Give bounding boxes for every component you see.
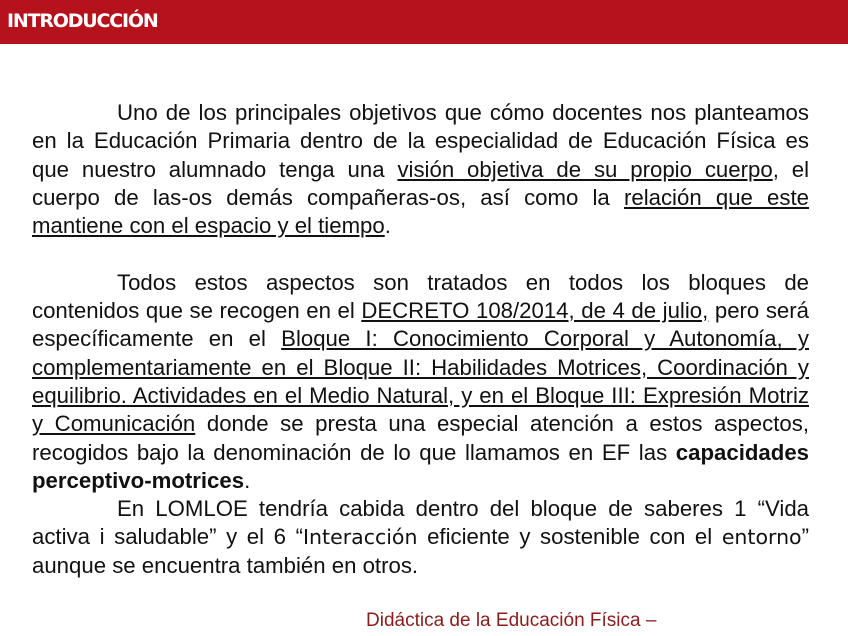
paragraph-text: Interacción xyxy=(303,525,418,550)
paragraph-text: . xyxy=(244,467,251,493)
section-title: INTRODUCCIÓN xyxy=(7,10,158,32)
paragraph-text: entorno xyxy=(721,525,802,550)
footer-text: Didáctica de la Educación Física – xyxy=(366,610,657,631)
paragraph-text: ” aunque se encuentra también en otros. xyxy=(32,524,809,578)
paragraph-spacer xyxy=(32,240,809,268)
content-blocks-reference: Bloque I: Conocimiento Corporal y Autonomía, y complementariamente en el Bloque II: Habilidades Motrices, Coordinación y equilibrio. Actividades en el Medio Natural, y en el Bloque III: Expresión Motriz y Comunicación xyxy=(32,326,809,437)
underlined-phrase: relación que este mantiene con el espacio y el tiempo xyxy=(32,184,809,239)
paragraph-text: Uno de los principales objetivos que cómo docentes nos planteamos en la Educación Primaria dentro de la especialidad de Educación Física es que nuestro alumnado tenga una xyxy=(32,100,809,182)
paragraph-objectives xyxy=(32,99,809,240)
paragraph-text: En LOMLOE tendría cabida dentro del bloque de saberes 1 “Vida activa i saludable” y el 6 “ xyxy=(32,496,809,550)
slide-content xyxy=(32,99,809,580)
decree-reference: DECRETO 108/2014, de 4 de julio, xyxy=(361,298,709,324)
paragraph-text: . xyxy=(384,213,391,239)
underlined-phrase: visión objetiva de su propio cuerpo xyxy=(397,156,773,182)
key-term: capacidades perceptivo-motrices xyxy=(32,439,809,493)
paragraph-text: pero será específicamente en el xyxy=(32,298,810,352)
header-bar xyxy=(0,0,848,44)
paragraph-text: Todos estos aspectos son tratados en todos los bloques de contenidos que se recogen en el xyxy=(32,269,809,324)
paragraph-lomloe xyxy=(32,495,809,580)
paragraph-text: , el cuerpo de las-os demás compañeras-os, así como la xyxy=(32,156,810,210)
paragraph-text: donde se presta una especial atención a estos aspectos, recogidos bajo la denominación de lo que llamamos en EF las xyxy=(32,411,809,465)
paragraph-text: eficiente y sostenible con el xyxy=(417,524,722,550)
paragraph-curriculum xyxy=(32,269,809,495)
